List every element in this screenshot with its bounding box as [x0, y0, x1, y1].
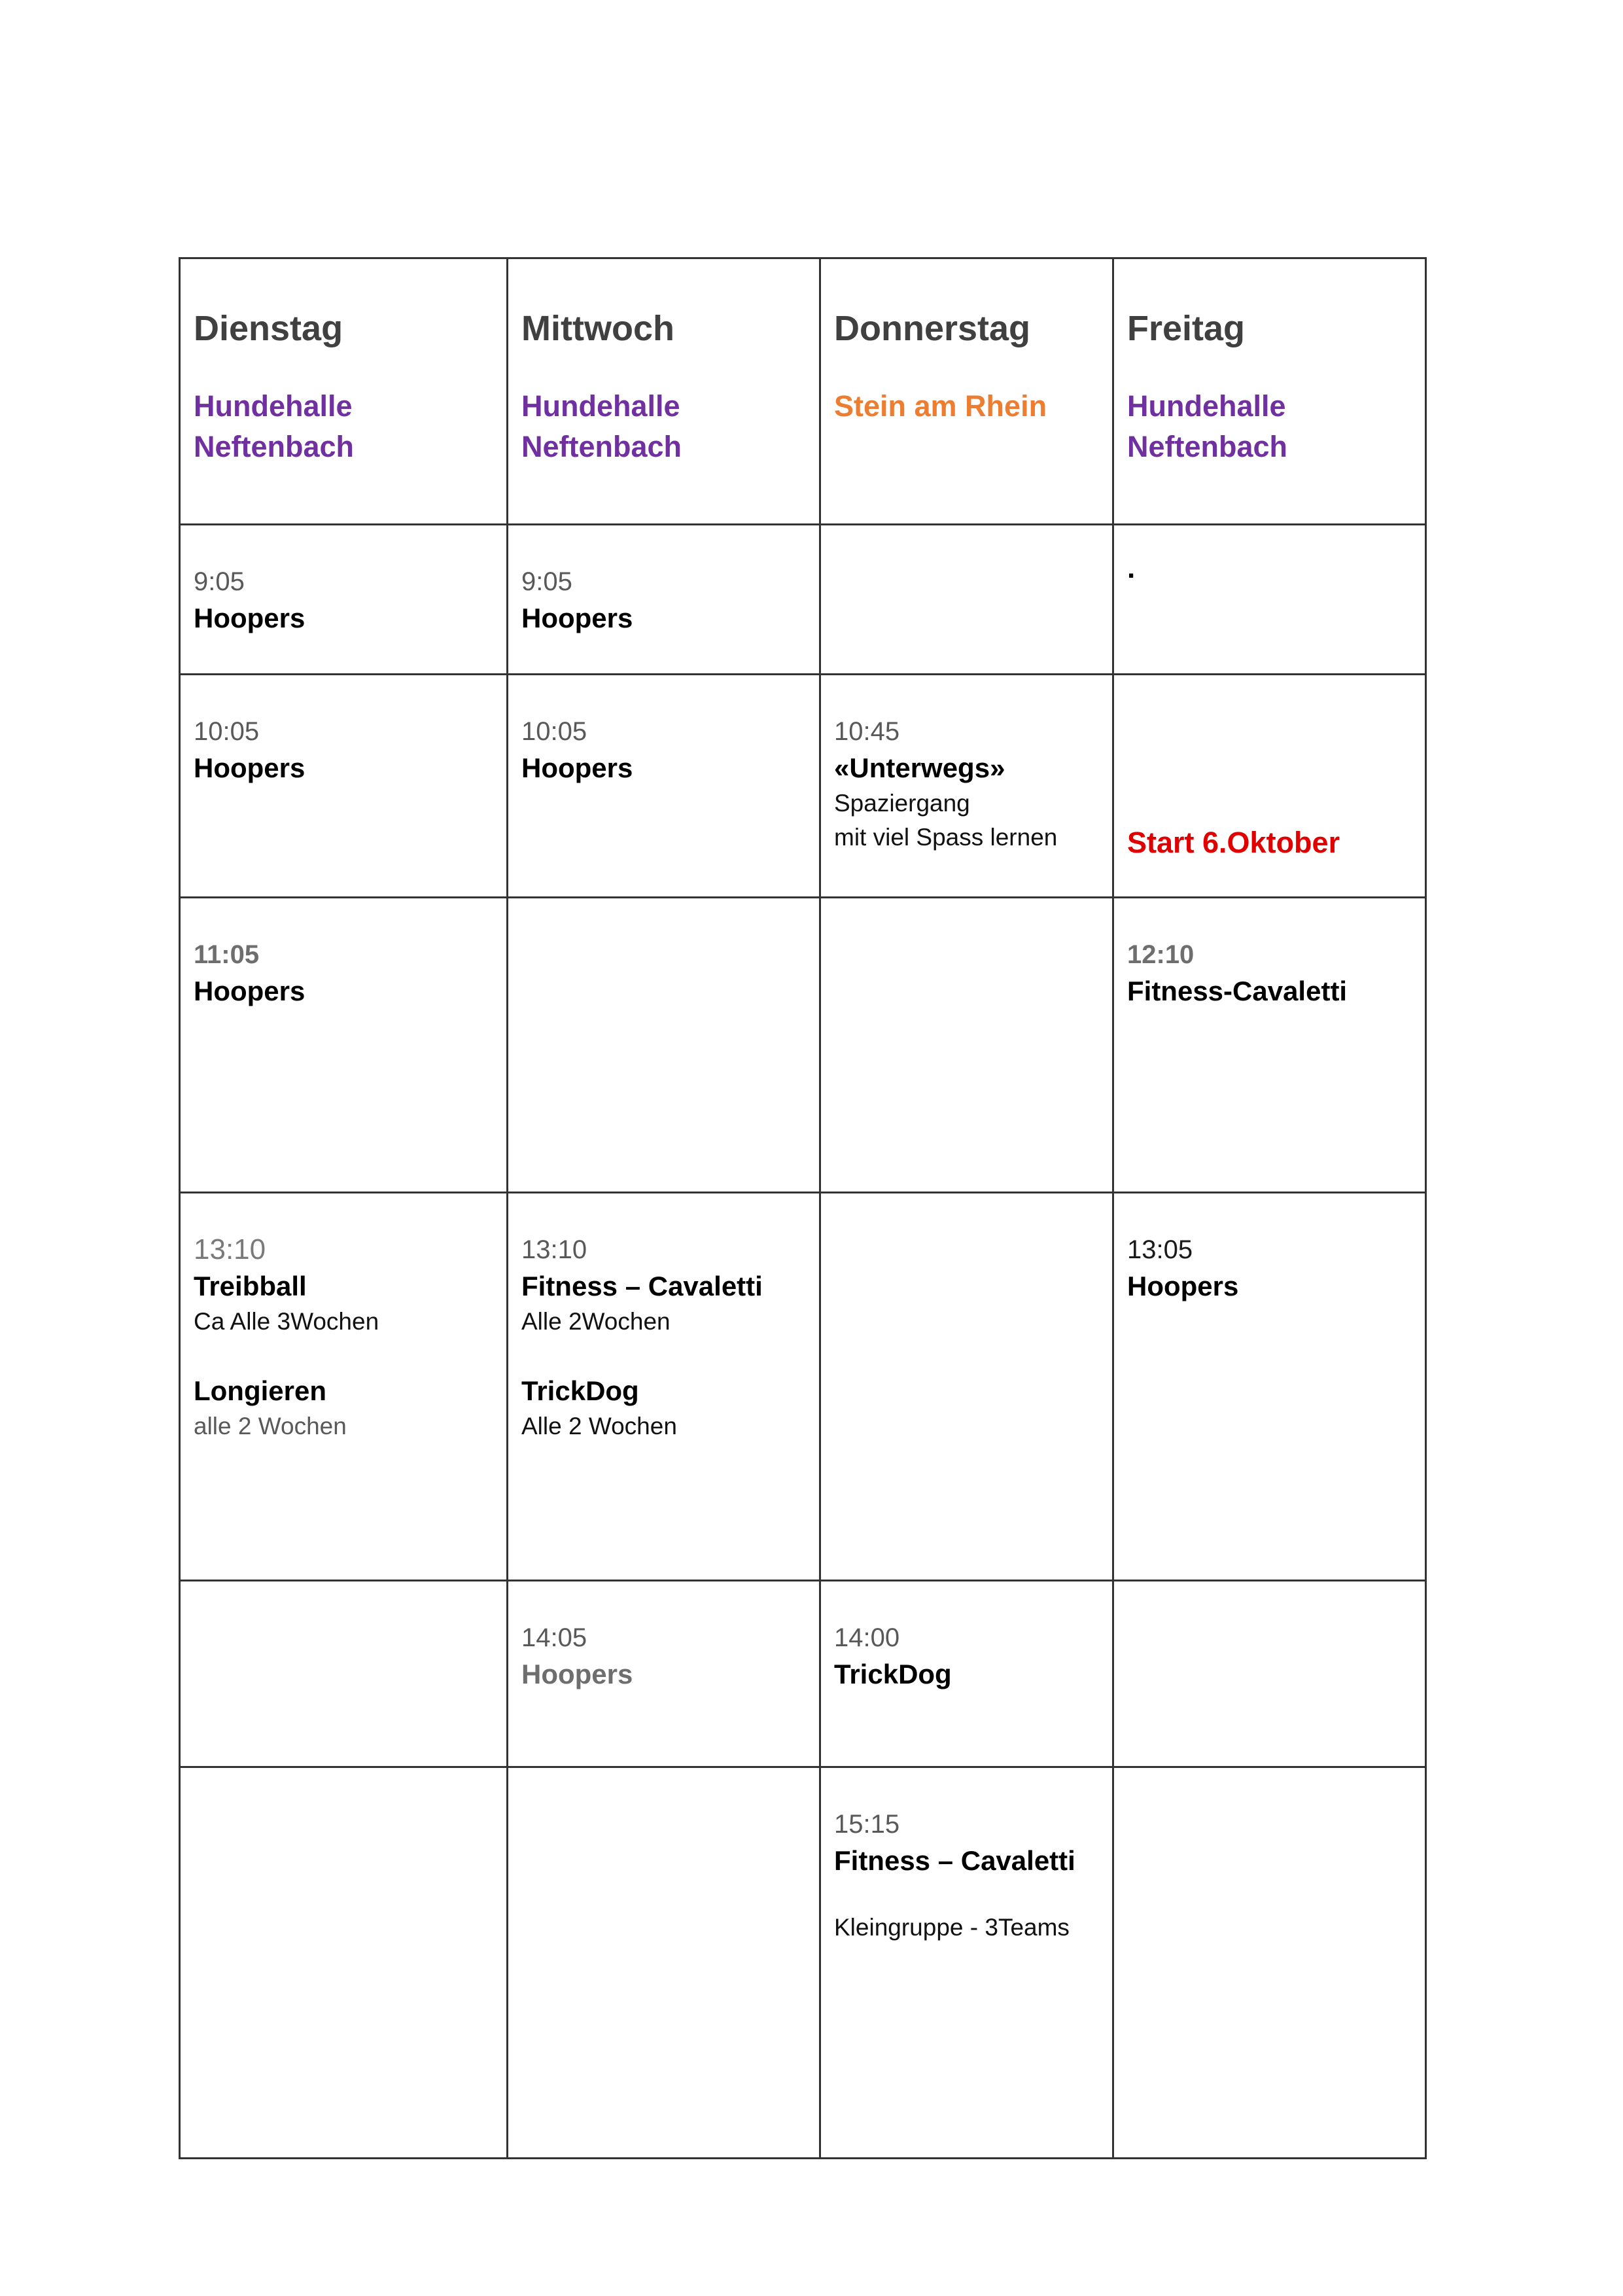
- slot-time: 12:10: [1127, 940, 1195, 969]
- day-name: Mittwoch: [521, 309, 674, 348]
- slot-cell: [1113, 898, 1426, 1193]
- slot-cell: [1113, 675, 1426, 898]
- slot-time: 14:05: [521, 1623, 587, 1652]
- course-name: Fitness – Cavaletti: [521, 1271, 763, 1301]
- slot-time: 14:00: [834, 1623, 900, 1652]
- day-name: Freitag: [1127, 309, 1246, 348]
- course-name: TrickDog: [521, 1375, 639, 1406]
- empty-cell: [508, 898, 820, 1193]
- slot-cell: [508, 525, 820, 675]
- table-row: [180, 1193, 1426, 1581]
- header-cell-tuesday: [180, 258, 508, 525]
- header-cell-wednesday: [508, 258, 820, 525]
- empty-cell: [820, 1193, 1113, 1581]
- slot-cell: [180, 675, 508, 898]
- course-name: Hoopers: [521, 752, 633, 783]
- course-name: TrickDog: [834, 1659, 952, 1689]
- location-line: Neftenbach: [194, 430, 355, 463]
- slot-cell: [1113, 1193, 1426, 1581]
- course-name: Hoopers: [1127, 1271, 1239, 1301]
- course-name: Hoopers: [194, 603, 305, 633]
- slot-cell: [1113, 525, 1426, 675]
- location-line: Hundehalle: [194, 389, 353, 423]
- header-row: [180, 258, 1426, 525]
- table-row: [180, 898, 1426, 1193]
- empty-cell: [1113, 1767, 1426, 2159]
- empty-cell: [180, 1767, 508, 2159]
- slot-time: 13:05: [1127, 1235, 1193, 1264]
- slot-time: 9:05: [521, 567, 572, 596]
- course-name: Fitness-Cavaletti: [1127, 976, 1348, 1006]
- start-date-highlight: Start 6.Oktober: [1127, 826, 1340, 859]
- location-line: Neftenbach: [521, 430, 682, 463]
- slot-time: 10:05: [521, 717, 587, 746]
- slot-cell: [180, 898, 508, 1193]
- empty-cell: [508, 1767, 820, 2159]
- course-name: Treibball: [194, 1271, 307, 1301]
- course-note: Spaziergang: [834, 790, 970, 817]
- slot-time: 10:05: [194, 717, 260, 746]
- empty-cell: [820, 898, 1113, 1193]
- location-line: Hundehalle: [521, 389, 680, 423]
- empty-cell: [1113, 1581, 1426, 1767]
- location-line: Neftenbach: [1127, 430, 1288, 463]
- table-row: [180, 525, 1426, 675]
- location: [521, 386, 806, 467]
- location: [834, 386, 1099, 427]
- course-name: Hoopers: [521, 603, 633, 633]
- location-line: Hundehalle: [1127, 389, 1286, 423]
- empty-cell: [180, 1581, 508, 1767]
- slot-time: 9:05: [194, 567, 245, 596]
- course-note: Alle 2 Wochen: [521, 1413, 677, 1439]
- header-cell-thursday: [820, 258, 1113, 525]
- location: [1127, 386, 1412, 467]
- location: [194, 386, 493, 467]
- location-line: Stein am Rhein: [834, 389, 1047, 423]
- slot-time: 13:10: [521, 1235, 587, 1264]
- course-name: «Unterwegs»: [834, 752, 1005, 783]
- table-row: [180, 675, 1426, 898]
- day-name: Donnerstag: [834, 309, 1031, 348]
- table-row: [180, 1767, 1426, 2159]
- slot-cell: [820, 1581, 1113, 1767]
- course-name: Fitness – Cavaletti: [834, 1845, 1075, 1876]
- slot-time: 11:05: [194, 940, 260, 969]
- header-cell-friday: [1113, 258, 1426, 525]
- empty-cell: [820, 525, 1113, 675]
- course-note: mit viel Spass lernen: [834, 824, 1058, 851]
- course-name: Longieren: [194, 1375, 327, 1406]
- course-note: Ca Alle 3Wochen: [194, 1308, 379, 1335]
- course-note: Kleingruppe - 3Teams: [834, 1914, 1070, 1941]
- slot-cell: [820, 675, 1113, 898]
- slot-cell: [180, 1193, 508, 1581]
- slot-cell: [508, 1581, 820, 1767]
- slot-time: 13:10: [194, 1233, 266, 1265]
- slot-cell: [180, 525, 508, 675]
- slot-cell: [820, 1767, 1113, 2159]
- slot-cell: [508, 675, 820, 898]
- course-note: alle 2 Wochen: [194, 1413, 347, 1439]
- slot-time: 15:15: [834, 1810, 900, 1839]
- slot-time: 10:45: [834, 717, 900, 746]
- slot-cell: [508, 1193, 820, 1581]
- course-name: Hoopers: [194, 976, 305, 1006]
- course-note: Alle 2Wochen: [521, 1308, 671, 1335]
- schedule-table: [179, 257, 1427, 2159]
- course-name: Hoopers: [521, 1659, 633, 1689]
- course-name: Hoopers: [194, 752, 305, 783]
- dot-mark: .: [1127, 552, 1136, 584]
- day-name: Dienstag: [194, 309, 343, 348]
- table-row: [180, 1581, 1426, 1767]
